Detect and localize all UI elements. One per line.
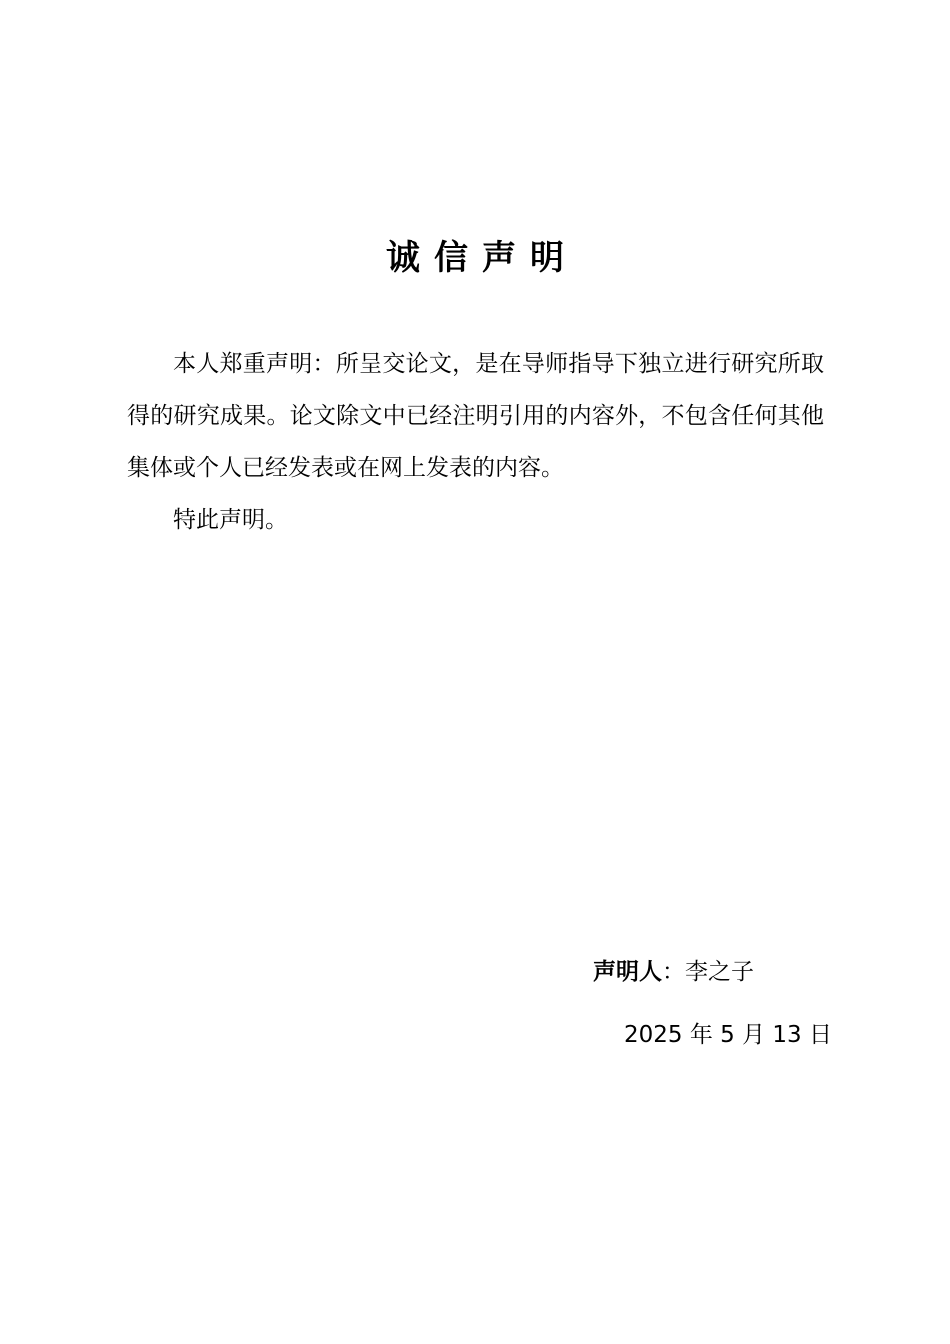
signature-date: 2025 年 5 月 13 日 [624, 1022, 832, 1048]
signer-name: 李之子 [685, 959, 754, 985]
page-title: 诚信声明 [386, 238, 578, 278]
signature-separator: ： [662, 959, 685, 985]
signature-line [593, 952, 754, 992]
declaration-paragraph: 本人郑重声明：所呈交论文，是在导师指导下独立进行研究所取得的研究成果。论文除文中已经注明引用的内容外，不包含任何其他集体或个人已经发表或在网上发表的内容。 [127, 351, 824, 481]
closing-paragraph: 特此声明。 [173, 507, 288, 533]
declaration-body [127, 338, 824, 546]
signature-label: 声明人 [593, 959, 662, 985]
